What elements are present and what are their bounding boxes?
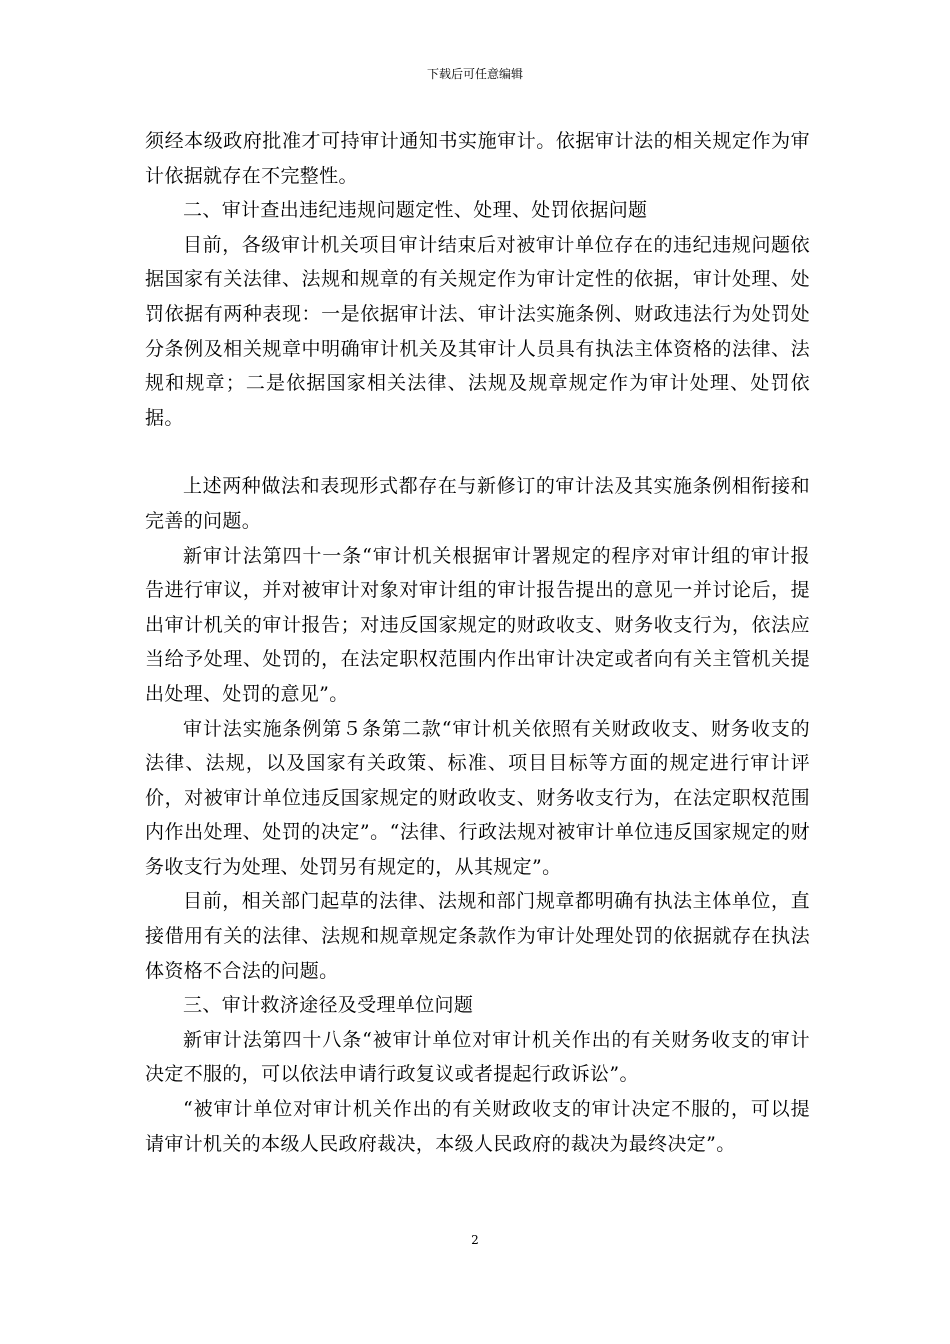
paragraph: 目前，各级审计机关项目审计结束后对被审计单位存在的违纪违规问题依据国家有关法律、法规和规章的有关规定作为审计定性的依据，审计处理、处罚依据有两种表现：一是依据审计法、审计法实施条例、财政违法行为处罚处分条例及相关规章中明确审计机关及其审计人员具有执法主体资格的法律、法规和规章；二是依据国家相关法律、法规及规章规定作为审计处理、处罚依据。 (145, 233, 810, 429)
paragraph: 新审计法第四十一条“审计机关根据审计署规定的程序对审计组的审计报告进行审议，并对被审计对象对审计组的审计报告提出的意见一并讨论后，提出审计机关的审计报告；对违反国家规定的财政收支、财务收支行为，依法应当给予处理、处罚的，在法定职权范围内作出审计决定或者向有关主管机关提出处理、处罚的意见”。 (145, 544, 810, 705)
document-body (145, 124, 810, 1161)
page-header: 下载后可任意编辑 (426, 67, 523, 81)
paragraph: 目前，相关部门起草的法律、法规和部门规章都明确有执法主体单位，直接借用有关的法律、法规和规章规定条款作为审计处理处罚的依据就存在执法体资格不合法的问题。 (145, 890, 810, 982)
paragraph: 上述两种做法和表现形式都存在与新修订的审计法及其实施条例相衔接和完善的问题。 (145, 475, 810, 532)
paragraph: “被审计单位对审计机关作出的有关财政收支的审计决定不服的，可以提请审计机关的本级人民政府裁决，本级人民政府的裁决为最终决定”。 (145, 1098, 810, 1155)
paragraph: 新审计法第四十八条“被审计单位对审计机关作出的有关财务收支的审计决定不服的，可以依法申请行政复议或者提起行政诉讼”。 (145, 1028, 810, 1086)
paragraph: 审计法实施条例第５条第二款“审计机关依照有关财政收支、财务收支的法律、法规，以及国家有关政策、标准、项目目标等方面的规定进行审计评价，对被审计单位违反国家规定的财政收支、财务收支行为，在法定职权范围内作出处理、处罚的决定”。“法律、行政法规对被审计单位违反国家规定的财务收支行为处理、处罚另有规定的，从其规定”。 (145, 717, 810, 878)
page-number: 2 (471, 1233, 479, 1247)
section-heading-2: 二、审计查出违纪违规问题定性、处理、处罚依据问题 (183, 199, 648, 222)
paragraph-continuation: 须经本级政府批准才可持审计通知书实施审计。依据审计法的相关规定作为审计依据就存在不完整性。 (145, 130, 810, 187)
section-heading-3: 三、审计救济途径及受理单位问题 (183, 994, 474, 1017)
